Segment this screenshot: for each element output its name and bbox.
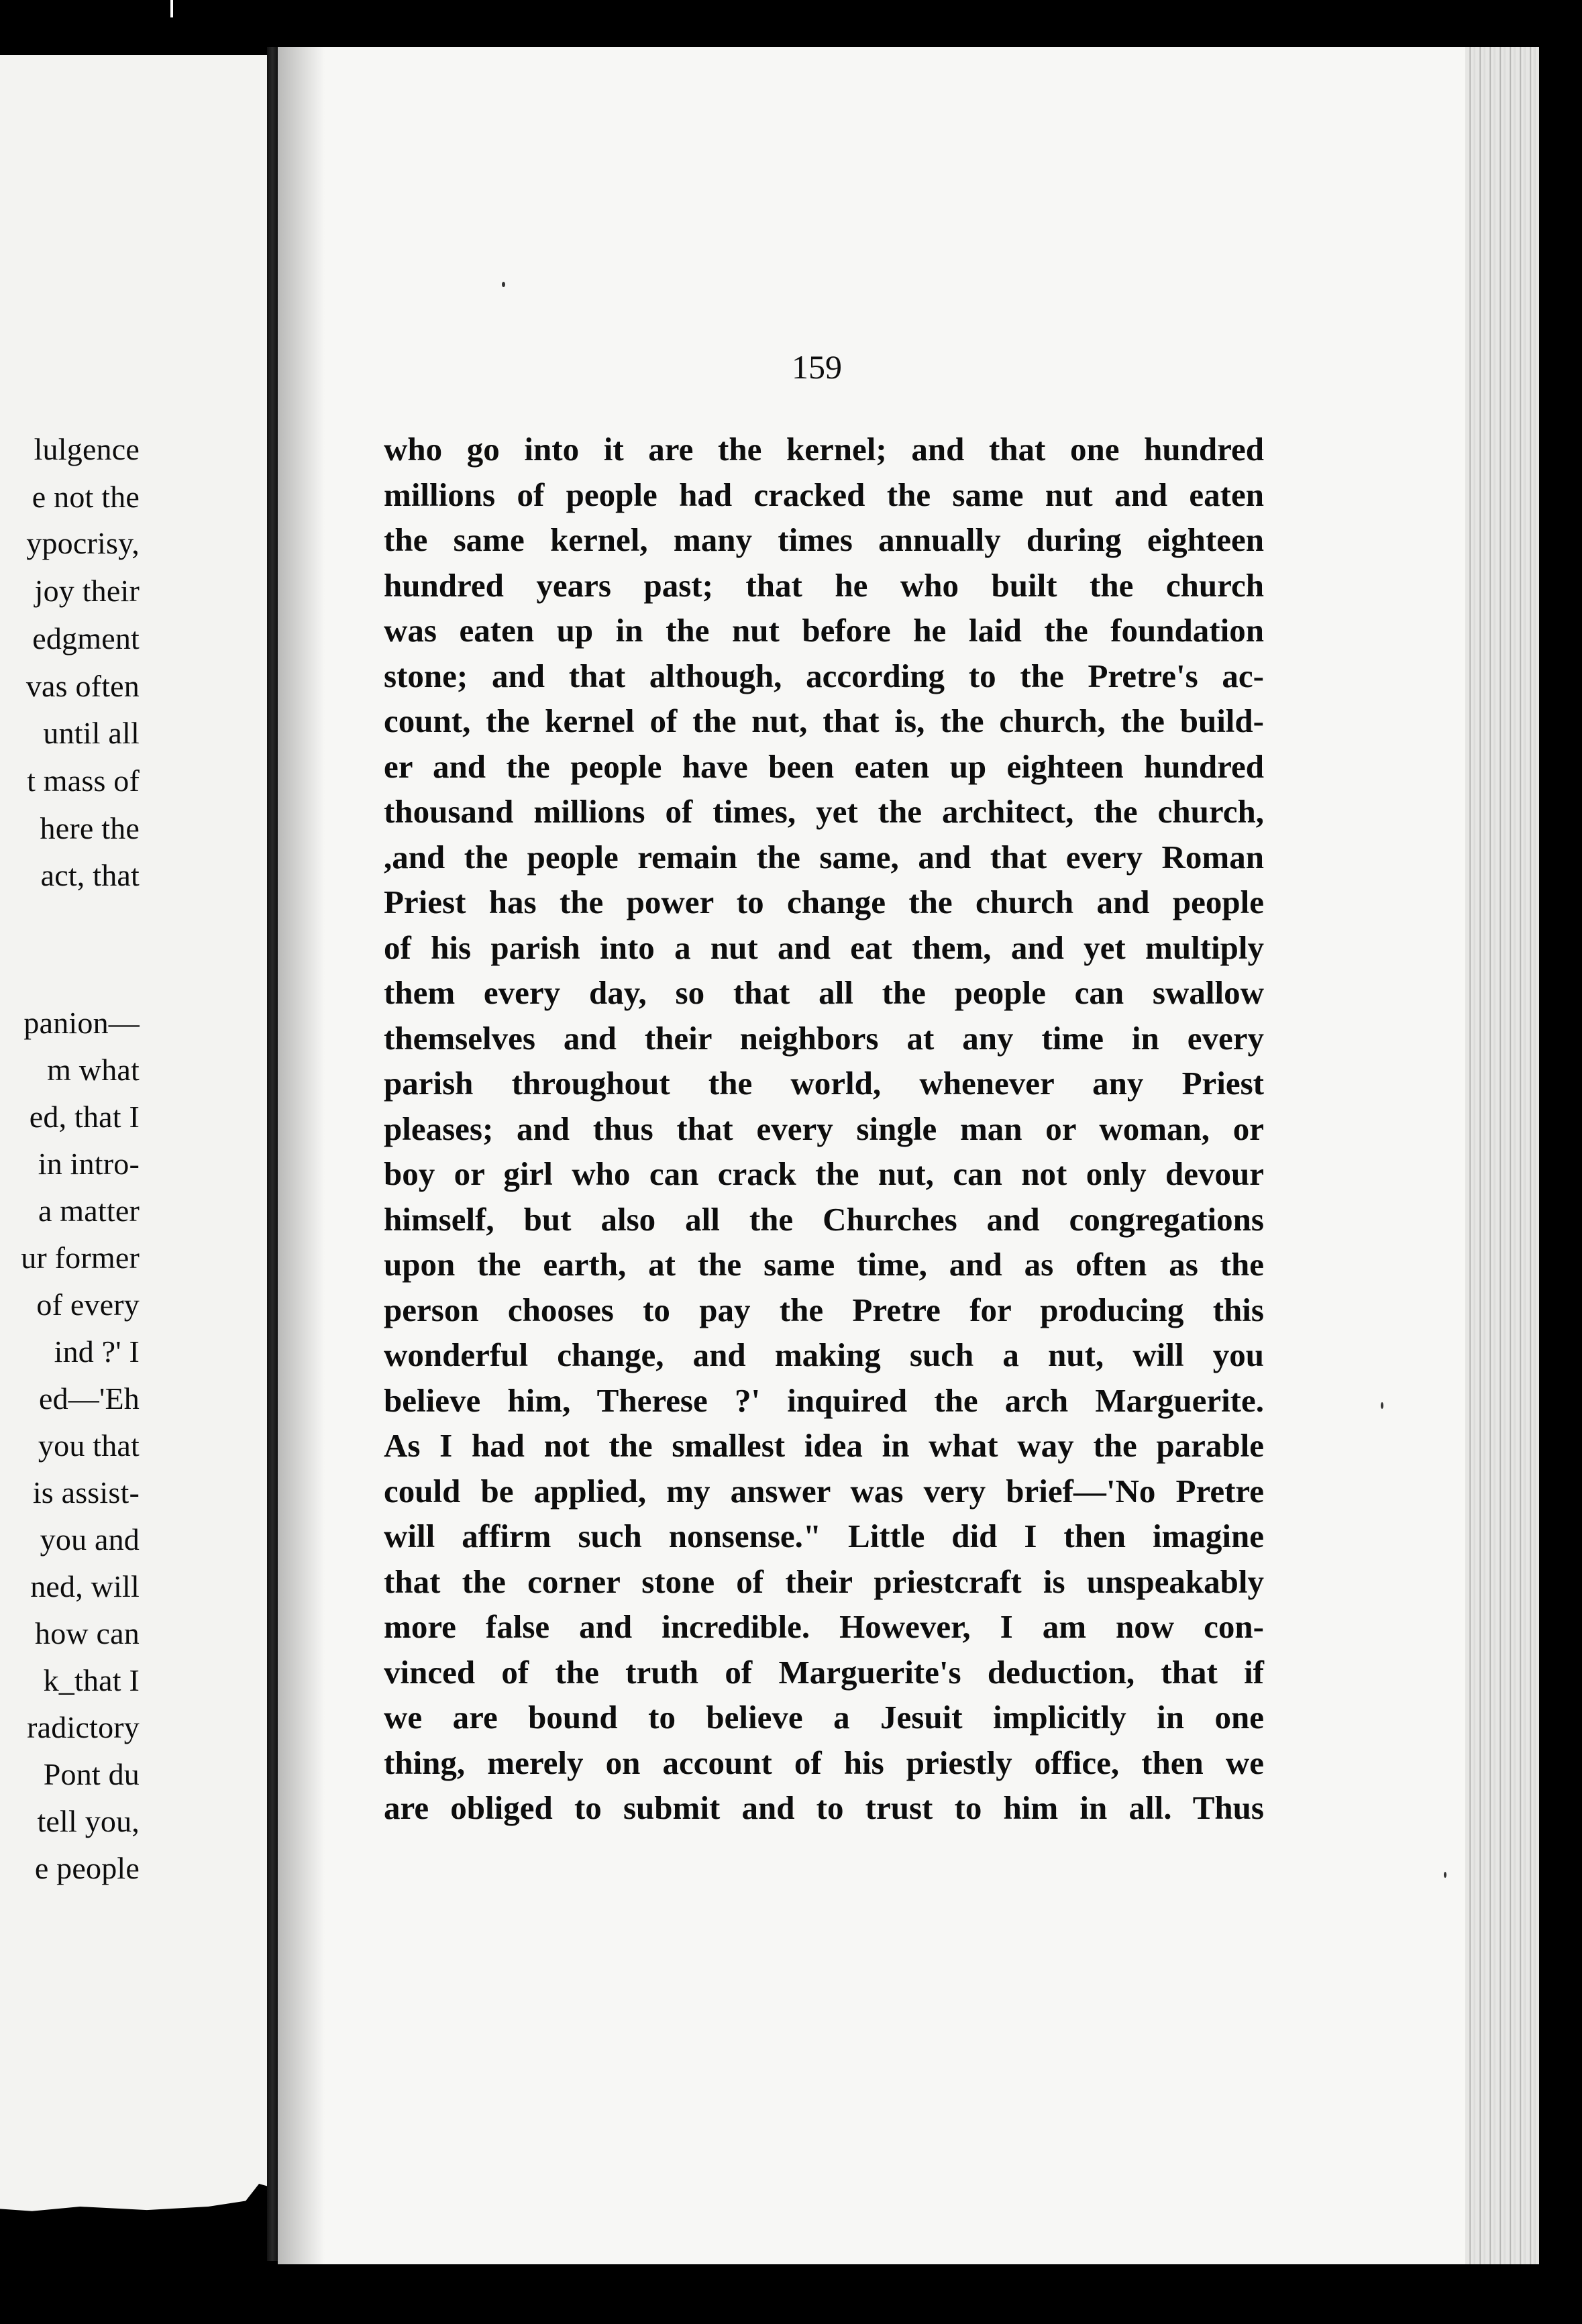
previous-page-line: here the xyxy=(40,811,140,845)
text-line: er and the people have been eaten up eighteen hundred xyxy=(384,747,1264,785)
text-line: wonderful change, and making such a nut, will you xyxy=(384,1336,1264,1373)
previous-page-line: ind ?' I xyxy=(54,1334,140,1369)
scan-speck xyxy=(502,282,505,287)
page-body-text xyxy=(384,427,1264,1831)
scan-mark xyxy=(170,0,173,17)
text-line: vinced of the truth of Marguerite's deduction, that if xyxy=(384,1653,1264,1691)
previous-page-line: radictory xyxy=(27,1710,140,1744)
previous-page-line: Pont du xyxy=(43,1757,140,1791)
text-line: the same kernel, many times annually during eighteen xyxy=(384,521,1264,558)
previous-page-line: vas often xyxy=(25,669,140,703)
previous-page-line: joy their xyxy=(34,574,140,608)
previous-page-line: how can xyxy=(35,1616,140,1650)
text-line: hundred years past; that he who built the church xyxy=(384,566,1264,604)
previous-page-line: k_that I xyxy=(43,1663,140,1697)
text-line: that the corner stone of their priestcraft is unspeakably xyxy=(384,1563,1264,1600)
text-line: we are bound to believe a Jesuit implicitly in one xyxy=(384,1699,1264,1736)
text-line: them every day, so that all the people can swallow xyxy=(384,974,1264,1011)
page-edges xyxy=(1465,47,1539,2264)
previous-page-line: ed—'Eh xyxy=(38,1381,140,1416)
previous-page-line: ypocrisy, xyxy=(26,526,140,560)
gutter-shadow xyxy=(278,47,325,2264)
previous-page-line: m what xyxy=(47,1053,140,1087)
text-line: was eaten up in the nut before he laid the foundation xyxy=(384,612,1264,649)
text-line: of his parish into a nut and eat them, and yet multiply xyxy=(384,929,1264,966)
previous-page-line: lulgence xyxy=(34,432,140,466)
previous-page-line: is assist- xyxy=(32,1475,140,1510)
text-line: more false and incredible. However, I am now con- xyxy=(384,1608,1264,1645)
previous-page-line: you that xyxy=(38,1428,140,1463)
previous-page-line: ned, will xyxy=(30,1569,140,1603)
text-line: thing, merely on account of his priestly office, then we xyxy=(384,1744,1264,1781)
text-line: themselves and their neighbors at any time in every xyxy=(384,1019,1264,1057)
text-line: are obliged to submit and to trust to him in all. Thus xyxy=(384,1789,1264,1826)
torn-page-edge xyxy=(0,2138,267,2252)
text-line: upon the earth, at the same time, and as often as the xyxy=(384,1246,1264,1283)
text-line: count, the kernel of the nut, that is, the church, the build- xyxy=(384,702,1264,739)
text-line: believe him, Therese ?' inquired the arch Marguerite. xyxy=(384,1381,1264,1419)
text-line: will affirm such nonsense." Little did I then imagine xyxy=(384,1518,1264,1554)
text-line: who go into it are the kernel; and that one hundred xyxy=(384,431,1264,468)
text-line: himself, but also all the Churches and congregations xyxy=(384,1200,1264,1238)
previous-page-line: edgment xyxy=(32,621,140,655)
text-line: thousand millions of times, yet the architect, the church, xyxy=(384,793,1264,830)
text-line: millions of people had cracked the same nut and eaten xyxy=(384,476,1264,513)
text-line: pleases; and thus that every single man or woman, or xyxy=(384,1110,1264,1147)
previous-page-line: of every xyxy=(36,1287,140,1322)
scan-speck xyxy=(1444,1872,1446,1878)
previous-page-line: until all xyxy=(43,716,140,750)
previous-page-line: in intro- xyxy=(38,1147,140,1181)
previous-page-line: you and xyxy=(40,1522,140,1556)
previous-page-line: t mass of xyxy=(27,763,140,798)
book-gutter xyxy=(267,47,278,2261)
page-number: 159 xyxy=(792,348,842,386)
text-line: stone; and that although, according to the Pretre's ac- xyxy=(384,657,1264,694)
previous-page-line: panion— xyxy=(23,1006,140,1040)
text-line: person chooses to pay the Pretre for producing this xyxy=(384,1291,1264,1328)
previous-page-fragment xyxy=(0,55,267,2252)
previous-page-line: ur former xyxy=(21,1240,140,1275)
text-line: boy or girl who can crack the nut, can not only devour xyxy=(384,1155,1264,1192)
scan-speck xyxy=(1381,1402,1383,1409)
text-line: As I had not the smallest idea in what way the parable xyxy=(384,1427,1264,1464)
text-line: Priest has the power to change the church and people xyxy=(384,884,1264,920)
previous-page-line: a matter xyxy=(38,1194,140,1228)
previous-page-line: tell you, xyxy=(37,1804,140,1838)
previous-page-line: e not the xyxy=(32,480,140,514)
text-line: could be applied, my answer was very brief—'No Pretre xyxy=(384,1472,1264,1510)
text-line: parish throughout the world, whenever any Priest xyxy=(384,1065,1264,1102)
previous-page-line: ed, that I xyxy=(29,1100,140,1134)
previous-page-line: act, that xyxy=(40,858,140,892)
text-line: ,and the people remain the same, and that every Roman xyxy=(384,838,1264,876)
previous-page-line: e people xyxy=(34,1851,140,1885)
